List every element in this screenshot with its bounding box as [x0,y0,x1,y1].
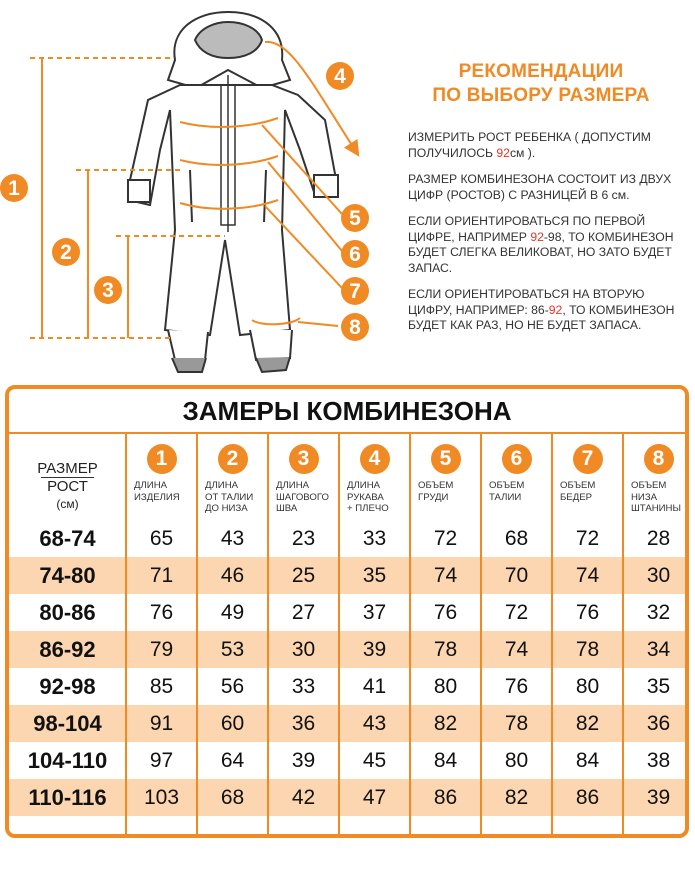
table-cell: 82 [575,712,600,735]
table-cell: 84 [433,749,458,772]
column-label-line: РУКАВА [347,491,384,503]
table-cell: 80 [504,749,529,772]
table-cell: 71 [149,564,174,587]
table-row [9,520,685,557]
row-size-label: 68-74 [39,526,96,551]
table-cell: 43 [220,527,245,550]
table-cell: 35 [362,564,387,587]
table-cell: 82 [433,712,458,735]
table-cell: 72 [433,527,458,550]
column-divider [622,432,624,838]
column-number-badge: 8 [644,444,674,474]
table-cell: 76 [149,601,174,624]
svg-text:6: 6 [349,243,361,266]
column-header-6 [481,434,552,520]
column-label-line [410,503,481,515]
table-cell: 76 [504,675,529,698]
recommendations-title: РЕКОМЕНДАЦИИ ПО ВЫБОРУ РАЗМЕРА [432,61,650,106]
svg-text:7: 7 [349,280,361,303]
column-label-line: + ПЛЕЧО [347,503,389,514]
table-cell: 76 [575,601,600,624]
size-column-header: РАЗМЕР РОСТ (см) [37,460,98,511]
row-size-label: 98-104 [33,711,102,736]
svg-text:5: 5 [349,207,361,230]
marker-6 [341,240,369,268]
table-cell: 27 [291,601,316,624]
recommendation-paragraph-2: РАЗМЕР КОМБИНЕЗОНА СОСТОИТ ИЗ ДВУХ ЦИФР (РОСТОВ) С РАЗНИЦЕЙ В 6 см. [408,172,672,202]
column-divider [551,432,553,838]
column-header-5 [410,434,481,520]
table-row [9,557,685,594]
column-header-3 [268,434,339,520]
column-header-8 [623,434,689,520]
table-cell: 43 [362,712,387,735]
table-cell: 64 [220,749,245,772]
table-cell: 86 [433,786,458,809]
table-cell: 74 [575,564,600,587]
svg-text:4: 4 [334,65,346,88]
column-label-line: ШАГОВОГО [276,491,329,503]
column-divider [480,432,482,838]
marker-1 [0,174,28,202]
table-cell: 65 [149,527,174,550]
table-cell: 33 [362,527,387,550]
row-size-label: 110-116 [28,785,107,810]
row-size-label: 104-110 [27,748,108,773]
column-number-badge: 4 [360,444,390,474]
column-header-7 [552,434,623,520]
row-size-label: 86-92 [39,637,96,662]
table-cell: 36 [646,712,671,735]
table-cell: 86 [575,786,600,809]
table-cell: 74 [504,638,529,661]
svg-text:2: 2 [60,241,72,264]
table-row [9,705,685,742]
table-cell: 30 [291,638,316,661]
column-label-line: ГРУДИ [418,491,449,503]
marker-2 [52,238,80,266]
svg-text:8: 8 [349,316,361,339]
column-label-line: ДО НИЗА [205,503,248,514]
table-cell: 42 [291,786,316,809]
column-label-line: ИЗДЕЛИЯ [134,491,180,503]
table-row [9,779,685,816]
table-cell: 37 [362,601,387,624]
recommendation-paragraph-3: ЕСЛИ ОРИЕНТИРОВАТЬСЯ ПО ПЕРВОЙ ЦИФРЕ, НАПРИМЕР 92-98, ТО КОМБИНЕЗОН БУДЕТ СЛЕГКА ВЕЛИКОВАТ, НО ЗАТО БУДЕТ ЗАПАС. [408,214,674,275]
column-label-line: ОБЪЕМ [489,480,525,491]
table-cell: 78 [575,638,600,661]
table-cell: 68 [504,527,529,550]
size-recommendations [398,60,684,345]
column-number-badge: 5 [431,444,461,474]
column-label-line: ДЛИНА [205,480,239,491]
column-header-4 [339,434,410,520]
column-number-badge: 1 [147,444,177,474]
table-cell: 85 [149,675,174,698]
table-cell: 60 [220,712,245,735]
column-number-badge: 3 [289,444,319,474]
column-label-line: ДЛИНА [134,480,168,491]
table-cell: 39 [362,638,387,661]
column-label-line: ДЛИНА [276,480,310,491]
marker-8 [341,313,369,341]
row-size-label: 74-80 [39,563,96,588]
column-label-line: ДЛИНА [347,480,381,491]
table-cell: 53 [220,638,245,661]
table-cell: 28 [646,527,671,550]
column-label-line: НИЗА [631,491,658,503]
table-cell: 39 [646,786,671,809]
table-cell: 35 [646,675,671,698]
jumpsuit-illustration [0,0,395,385]
table-cell: 23 [291,527,316,550]
table-row [9,594,685,631]
marker-7 [341,277,369,305]
table-cell: 49 [220,601,245,624]
column-label-line: ТАЛИИ [489,491,522,503]
table-cell: 79 [149,638,174,661]
column-label-line: ОБЪЕМ [631,480,667,491]
table-cell: 46 [220,564,245,587]
column-divider [338,432,340,838]
column-label-line [481,503,552,515]
column-number-badge: 7 [573,444,603,474]
column-label-line: ОБЪЕМ [560,480,596,491]
table-cell: 70 [504,564,529,587]
column-header-1 [126,434,197,520]
table-cell: 103 [143,786,180,809]
table-cell: 33 [291,675,316,698]
measurements-table [5,385,689,838]
jumpsuit-drawing [128,12,338,372]
table-row [9,631,685,668]
table-cell: 84 [575,749,600,772]
column-divider [125,432,127,838]
column-label-line [552,503,623,515]
table-row [9,742,685,779]
table-cell: 39 [291,749,316,772]
recommendation-paragraph-4: ЕСЛИ ОРИЕНТИРОВАТЬСЯ НА ВТОРУЮ ЦИФРУ, НАПРИМЕР: 86-92, ТО КОМБИНЕЗОН БУДЕТ КАК РАЗ, НО НЕ БУДЕТ ЗАПАСА. [408,287,675,332]
column-label-line: БЕДЕР [560,491,592,503]
column-number-badge: 6 [502,444,532,474]
table-cell: 78 [433,638,458,661]
column-label-line [126,503,197,515]
table-cell: 80 [433,675,458,698]
table-cell: 30 [646,564,671,587]
table-cell: 47 [362,786,387,809]
svg-text:1: 1 [8,177,20,200]
column-divider [196,432,198,838]
column-label-line: ОТ ТАЛИИ [205,491,254,503]
marker-5 [341,204,369,232]
column-header-2 [197,434,268,520]
table-cell: 34 [646,638,671,661]
table-cell: 78 [504,712,529,735]
table-cell: 76 [433,601,458,624]
table-cell: 72 [504,601,529,624]
column-divider [267,432,269,838]
marker-4 [326,62,354,90]
table-cell: 68 [220,786,245,809]
table-cell: 80 [575,675,600,698]
table-cell: 32 [646,601,671,624]
row-size-label: 80-86 [39,600,96,625]
svg-text:3: 3 [102,279,114,302]
table-cell: 97 [149,749,174,772]
table-cell: 82 [504,786,529,809]
table-cell: 91 [149,712,174,735]
table-cell: 36 [291,712,316,735]
recommendation-paragraph-1: ИЗМЕРИТЬ РОСТ РЕБЕНКА ( ДОПУСТИМ ПОЛУЧИЛОСЬ 92см ). [408,130,651,160]
table-row [9,668,685,705]
table-cell: 56 [220,675,245,698]
table-title: ЗАМЕРЫ КОМБИНЕЗОНА [182,396,512,426]
row-size-label: 92-98 [39,674,96,699]
table-cell: 72 [575,527,600,550]
column-label-line: ШВА [276,503,298,514]
column-label-line: ОБЪЕМ [418,480,454,491]
table-cell: 74 [433,564,458,587]
table-cell: 45 [362,749,387,772]
column-number-badge: 2 [218,444,248,474]
table-cell: 25 [291,564,316,587]
column-divider [409,432,411,838]
column-label-line: ШТАНИНЫ [631,503,681,514]
table-cell: 38 [646,749,671,772]
marker-3 [94,276,122,304]
table-cell: 41 [362,675,387,698]
